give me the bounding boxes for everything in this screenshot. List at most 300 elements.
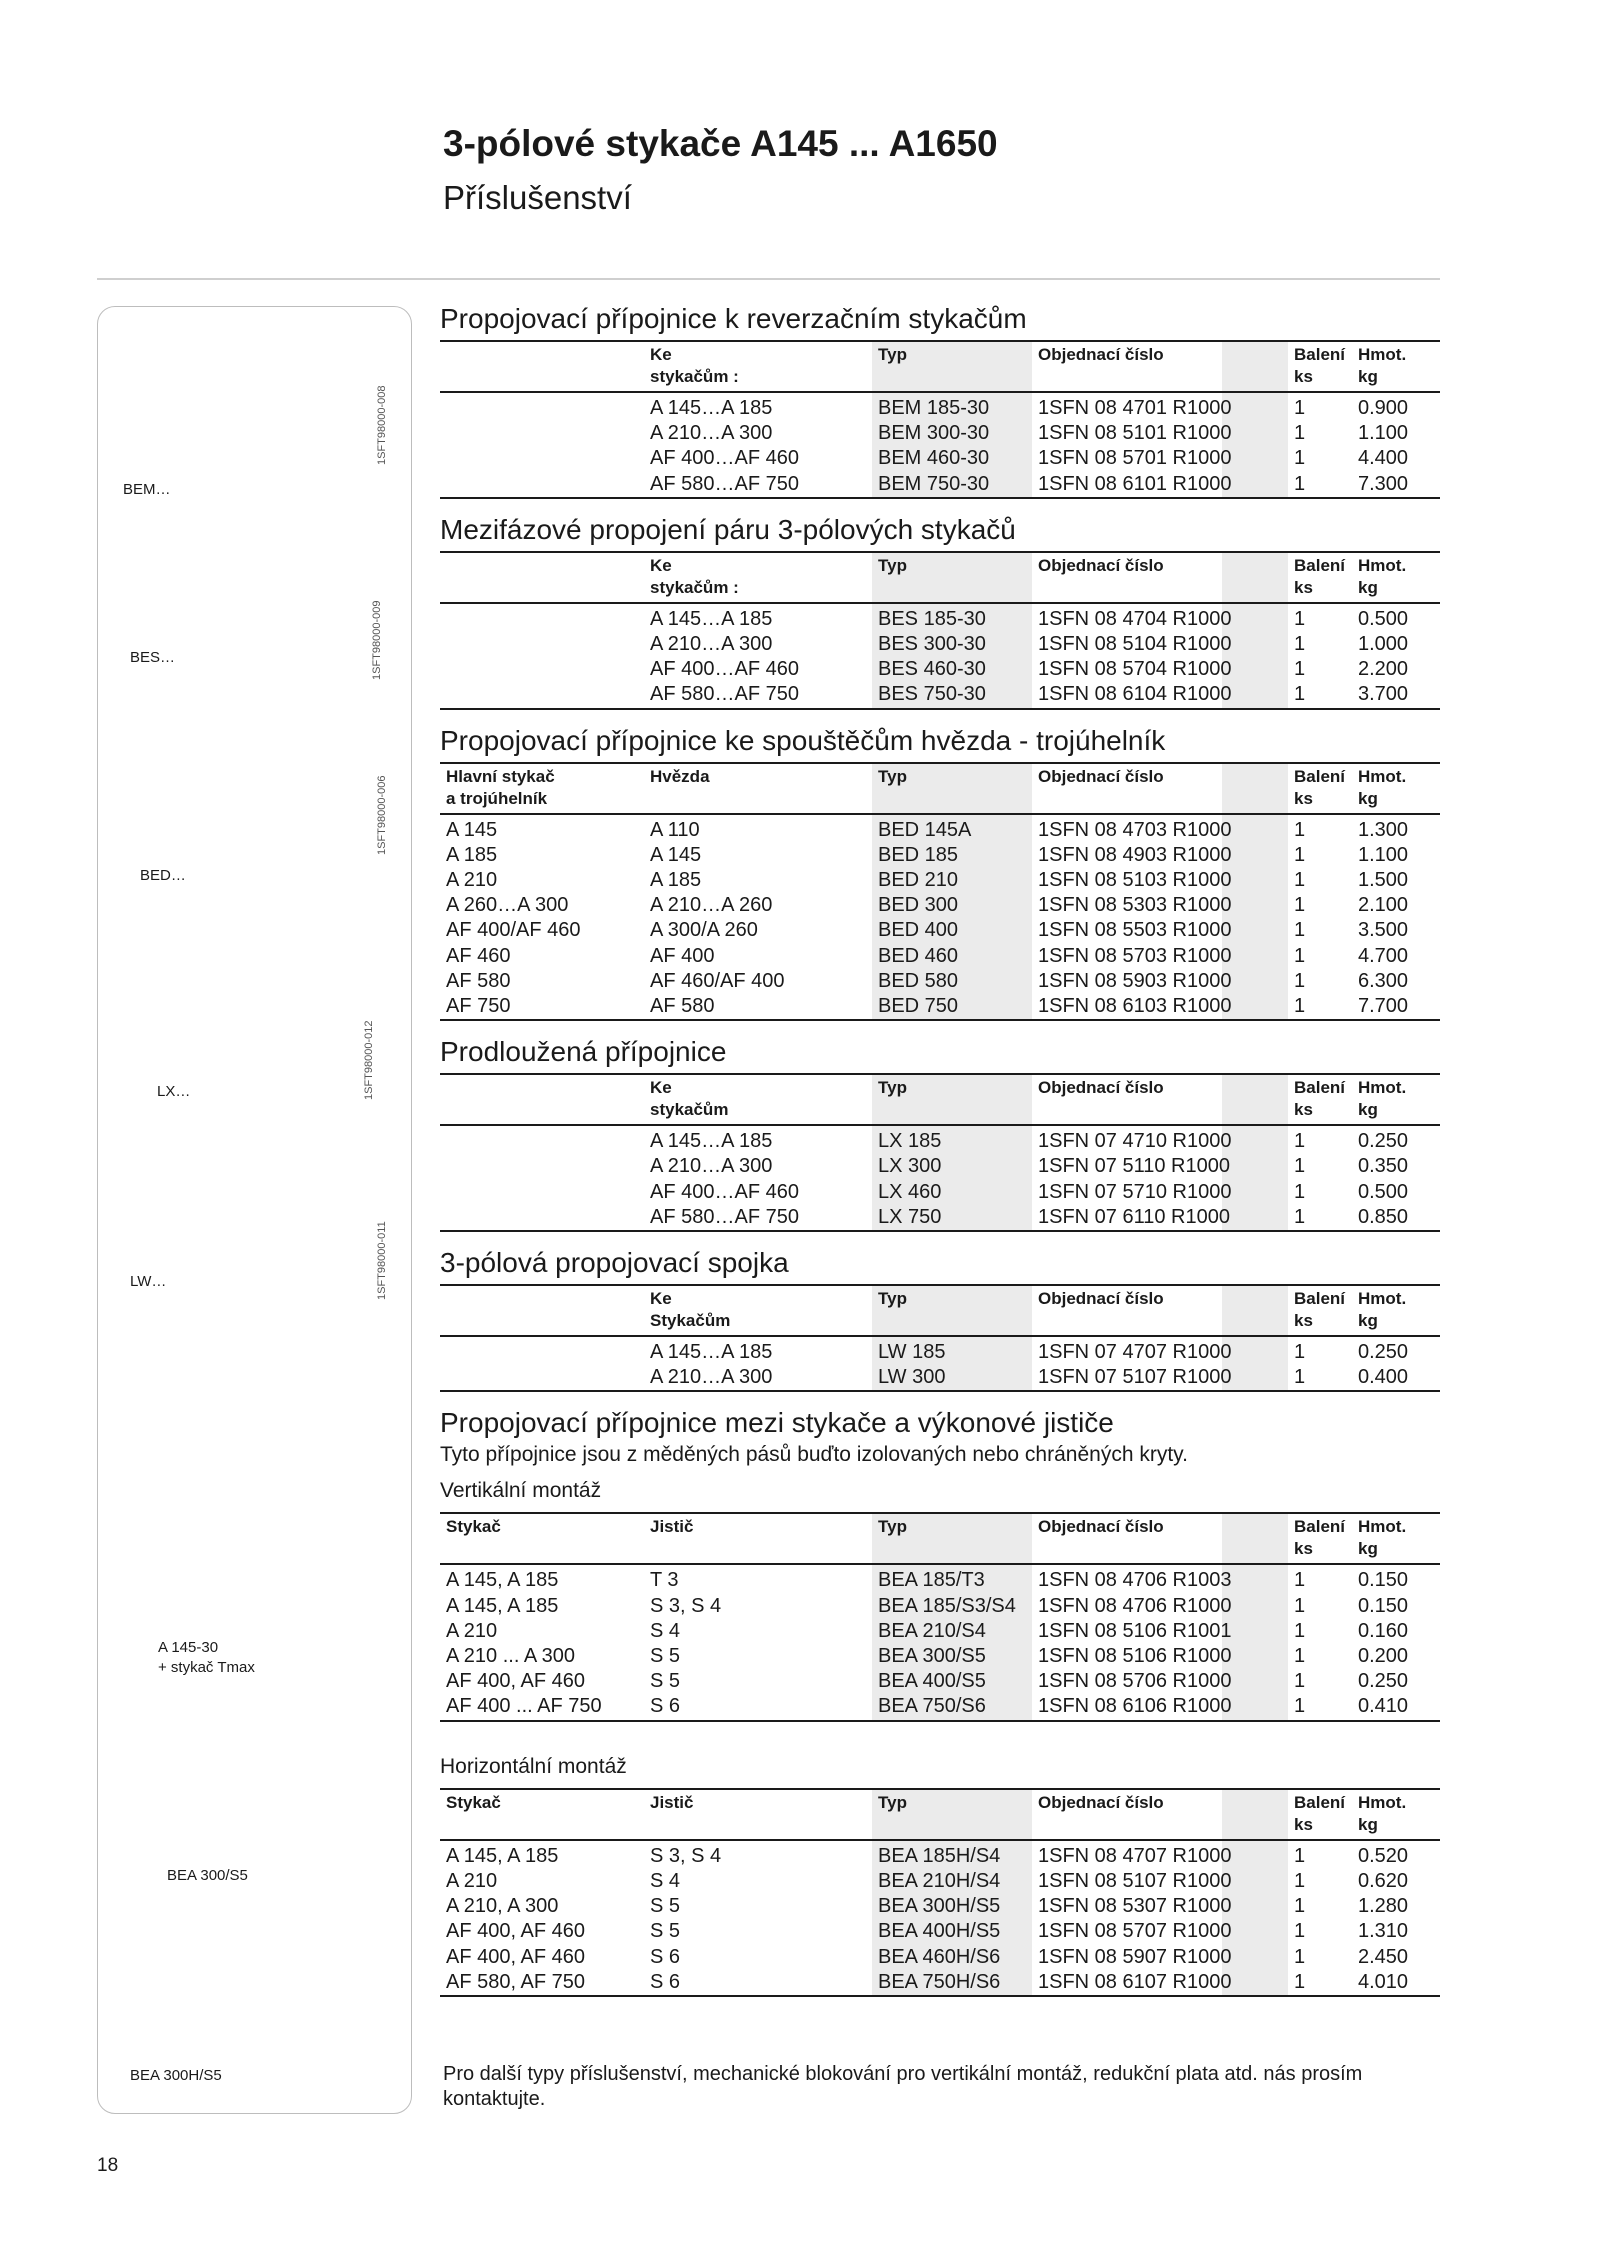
- table-row: [440, 1125, 1440, 1154]
- table-cell: 0.250: [1358, 1341, 1409, 1364]
- column-header: [1222, 341, 1288, 392]
- table-cell: BED 750: [872, 994, 1032, 1020]
- table-cell: [440, 1205, 644, 1231]
- table-cell: 1SFN 07 5710 R1000: [1038, 1180, 1232, 1203]
- table-cell: BEA 400/S5: [872, 1669, 1032, 1694]
- table-cell: LX 750: [872, 1205, 1032, 1231]
- table-cell: 1SFN 07 4710 R1000: [1038, 1130, 1232, 1153]
- table-cell: [1222, 1594, 1288, 1619]
- table-cell: [1222, 1619, 1288, 1644]
- table-cell: A 210, A 300: [446, 1895, 559, 1918]
- table-cell: 1: [1294, 1895, 1306, 1918]
- table-cell: 1SFN 08 4704 R1000: [1038, 607, 1232, 630]
- table-cell: BEM 185-30: [872, 392, 1032, 421]
- table-cell: 1: [1294, 1180, 1306, 1203]
- table-cell: 1.300: [1358, 818, 1409, 841]
- table-cell: AF 460: [446, 944, 511, 967]
- table-cell: 0.160: [1358, 1619, 1409, 1642]
- table-cell: 1: [1294, 969, 1306, 992]
- table-cell: 2.200: [1358, 658, 1409, 681]
- table-cell: 1: [1288, 1970, 1352, 1996]
- table-cell: 1SFN 08 6103 R1000: [1032, 994, 1222, 1020]
- table-cell: 1SFN 08 4703 R1000: [1038, 818, 1232, 841]
- column-header: Objednací číslo: [1032, 1074, 1222, 1125]
- table-cell: A 210…A 300: [650, 633, 773, 656]
- page-number: 18: [97, 2155, 119, 2176]
- table-header-row: [440, 1285, 1440, 1336]
- table-cell: 0.350: [1358, 1155, 1409, 1178]
- table-cell: A 210…A 300: [650, 1155, 773, 1178]
- table-row: [440, 472, 1440, 498]
- table-cell: 1: [1288, 994, 1352, 1020]
- section-gap: [440, 499, 1440, 509]
- section-subtitle: Horizontální montáž: [440, 1754, 627, 1778]
- table-row: [440, 421, 1440, 446]
- table-cell: AF 400: [650, 944, 715, 967]
- table-cell: 2.100: [1358, 894, 1409, 917]
- column-header: Objednací číslo: [1032, 552, 1222, 603]
- table-cell: [1222, 472, 1288, 498]
- table-row: [440, 1644, 1440, 1669]
- table-cell: 0.850: [1352, 1205, 1440, 1231]
- table-cell: 1SFN 08 5503 R1000: [1038, 919, 1232, 942]
- table-row: [440, 868, 1440, 893]
- table-cell: 7.300: [1352, 472, 1440, 498]
- column-header: [1222, 1789, 1288, 1840]
- table-cell: [440, 392, 644, 421]
- table-row: [440, 446, 1440, 471]
- table-cell: AF 580: [446, 969, 511, 992]
- table-cell: A 145…A 185: [650, 1130, 773, 1153]
- table-cell: A 210: [446, 1619, 498, 1642]
- table-cell: 1: [1294, 1569, 1306, 1592]
- table-cell: 3.700: [1352, 682, 1440, 708]
- table-row: [440, 1180, 1440, 1205]
- table-row: [440, 814, 1440, 843]
- table-cell: BEA 300H/S5: [872, 1894, 1032, 1919]
- table-cell: LW 185: [872, 1336, 1032, 1365]
- table-cell: 1: [1294, 422, 1306, 445]
- table-cell: 0.250: [1358, 1670, 1409, 1693]
- table-cell: BED 185: [872, 843, 1032, 868]
- column-header: Ke stykačům :: [644, 552, 872, 603]
- table-cell: LW 300: [872, 1365, 1032, 1391]
- table-cell: 1: [1294, 1869, 1306, 1892]
- table-cell: S 3, S 4: [650, 1594, 722, 1617]
- table-cell: [440, 446, 644, 471]
- column-header: Hmot. kg: [1352, 1513, 1440, 1564]
- column-header: Hvězda: [644, 763, 872, 814]
- table-cell: A 210: [446, 1869, 498, 1892]
- section-title: Propojovací přípojnice k reverzačním stykačům: [440, 303, 1027, 334]
- table-cell: BES 300-30: [872, 632, 1032, 657]
- table-cell: A 145, A 185: [446, 1569, 559, 1592]
- table-cell: 1: [1294, 869, 1306, 892]
- column-header: Hmot. kg: [1352, 1789, 1440, 1840]
- table-cell: 1SFN 08 5107 R1000: [1038, 1869, 1232, 1892]
- column-header: Jistič: [644, 1513, 872, 1564]
- table-cell: BEA 210H/S4: [872, 1869, 1032, 1894]
- table-cell: [440, 421, 644, 446]
- figure-code: 1SFT98000-012: [363, 1020, 375, 1100]
- section-gap: [440, 1722, 1440, 1744]
- table-cell: 1: [1288, 472, 1352, 498]
- table-cell: A 145: [446, 818, 498, 841]
- column-header: Hmot. kg: [1352, 1285, 1440, 1336]
- table-cell: 1SFN 07 4707 R1000: [1038, 1341, 1232, 1364]
- column-header: [440, 1285, 644, 1336]
- table-cell: 1SFN 08 6107 R1000: [1032, 1970, 1222, 1996]
- table-cell: S 5: [650, 1920, 681, 1943]
- table-cell: A 185: [446, 843, 498, 866]
- table-cell: BEM 750-30: [872, 472, 1032, 498]
- table-cell: 7.700: [1352, 994, 1440, 1020]
- column-header: Hmot. kg: [1352, 1074, 1440, 1125]
- table-row: [440, 843, 1440, 868]
- table-cell: [1222, 994, 1288, 1020]
- table-cell: 0.620: [1358, 1869, 1409, 1892]
- column-header: Objednací číslo: [1032, 341, 1222, 392]
- table-cell: [1222, 682, 1288, 708]
- table-cell: 1: [1294, 894, 1306, 917]
- table-cell: 0.150: [1358, 1569, 1409, 1592]
- table-cell: [1222, 1125, 1288, 1154]
- table-row: [440, 994, 1440, 1020]
- table-cell: 1.000: [1358, 633, 1409, 656]
- table-row: [440, 893, 1440, 918]
- table-row: [440, 1336, 1440, 1365]
- table-cell: BES 185-30: [872, 603, 1032, 632]
- column-header: Typ: [872, 1074, 1032, 1125]
- table-cell: BEA 300/S5: [872, 1644, 1032, 1669]
- table-row: [440, 1154, 1440, 1179]
- section-gap: [440, 1997, 1440, 2007]
- table-cell: [1222, 1644, 1288, 1669]
- table-cell: LX 300: [872, 1154, 1032, 1179]
- column-header: Typ: [872, 552, 1032, 603]
- column-header: Typ: [872, 763, 1032, 814]
- figure-code: 1SFT98000-008: [376, 385, 388, 465]
- table-cell: [1222, 893, 1288, 918]
- table-cell: 1: [1294, 1594, 1306, 1617]
- section-gap: [440, 1021, 1440, 1031]
- table-cell: 1SFN 08 6104 R1000: [1032, 682, 1222, 708]
- table-cell: AF 400…AF 460: [650, 658, 799, 681]
- table-cell: BEA 185H/S4: [872, 1840, 1032, 1869]
- sidebar-label: LX…: [157, 1083, 191, 1100]
- table-row: [440, 1564, 1440, 1593]
- table-cell: [1222, 1154, 1288, 1179]
- table-row: [440, 682, 1440, 708]
- column-header: Typ: [872, 1285, 1032, 1336]
- table-cell: 1SFN 08 5106 R1001: [1038, 1619, 1232, 1642]
- table-cell: [1222, 603, 1288, 632]
- table-cell: 0.900: [1358, 397, 1409, 419]
- table-row: [440, 603, 1440, 632]
- table-cell: 1SFN 08 5101 R1000: [1038, 422, 1232, 445]
- table-cell: [1222, 1694, 1288, 1720]
- table-cell: 0.400: [1352, 1365, 1440, 1391]
- table-cell: BED 400: [872, 918, 1032, 943]
- illustration-panel: [97, 306, 412, 2114]
- table-cell: S 6: [650, 1945, 681, 1968]
- table-cell: [1222, 969, 1288, 994]
- section-description: Tyto přípojnice jsou z měděných pásů buďto izolovaných nebo chráněných kryty.: [440, 1443, 1188, 1467]
- column-header: Ke Stykačům: [644, 1285, 872, 1336]
- table-cell: BED 210: [872, 868, 1032, 893]
- table-row: [440, 1205, 1440, 1231]
- page-title: 3-pólové stykače A145 ... A1650: [443, 123, 998, 164]
- column-header: Objednací číslo: [1032, 1285, 1222, 1336]
- section-title: Propojovací přípojnice mezi stykače a výkonové jističe: [440, 1407, 1114, 1439]
- table-cell: 1SFN 08 5707 R1000: [1038, 1920, 1232, 1943]
- footer-note: Pro další typy příslušenství, mechanické blokování pro vertikální montáž, redukční plata atd. nás prosím kontaktujte.: [443, 2063, 1363, 2110]
- table-cell: BED 145A: [872, 814, 1032, 843]
- table-cell: 1: [1294, 1619, 1306, 1642]
- table-cell: 1SFN 08 5704 R1000: [1038, 658, 1232, 681]
- column-header: Balení ks: [1288, 1513, 1352, 1564]
- table-cell: 4.400: [1358, 447, 1409, 470]
- table-cell: A 145: [650, 843, 702, 866]
- table-row: [440, 1869, 1440, 1894]
- table-cell: [440, 682, 644, 708]
- table-cell: [440, 1365, 644, 1391]
- table-cell: [1222, 446, 1288, 471]
- table-cell: 1: [1294, 1645, 1306, 1668]
- table-cell: BEA 750H/S6: [872, 1970, 1032, 1996]
- column-header: [440, 1074, 644, 1125]
- section-title: Prodloužená přípojnice: [440, 1036, 727, 1068]
- column-header: Hlavní stykač a trojúhelník: [440, 763, 644, 814]
- table-cell: BEA 750/S6: [872, 1694, 1032, 1720]
- table-cell: LX 460: [872, 1180, 1032, 1205]
- table-cell: [440, 603, 644, 632]
- table-cell: 1: [1294, 1945, 1306, 1968]
- table-cell: AF 400/AF 460: [446, 919, 581, 942]
- table-cell: 1SFN 08 4903 R1000: [1038, 843, 1232, 866]
- table-row: [440, 1594, 1440, 1619]
- table-cell: 1.500: [1358, 869, 1409, 892]
- table-cell: BEA 185/S3/S4: [872, 1594, 1032, 1619]
- table-cell: [1222, 868, 1288, 893]
- table-cell: 1SFN 07 5107 R1000: [1032, 1365, 1222, 1391]
- spec-table: [440, 340, 1440, 499]
- table-cell: 1SFN 08 5303 R1000: [1038, 894, 1232, 917]
- table-header-row: [440, 1789, 1440, 1840]
- column-header: Balení ks: [1288, 552, 1352, 603]
- column-header: Ke stykačům: [644, 1074, 872, 1125]
- table-cell: AF 400…AF 460: [650, 1180, 799, 1203]
- table-cell: 1: [1294, 1670, 1306, 1693]
- column-header: [1222, 763, 1288, 814]
- table-cell: A 210…A 300: [644, 1365, 872, 1391]
- table-row: [440, 1669, 1440, 1694]
- table-cell: [1222, 843, 1288, 868]
- sidebar-label: BEA 300H/S5: [130, 2067, 222, 2084]
- sidebar-label: BEA 300/S5: [167, 1867, 248, 1884]
- table-row: [440, 1694, 1440, 1720]
- table-cell: BES 750-30: [872, 682, 1032, 708]
- table-cell: 1: [1294, 919, 1306, 942]
- column-header: [1222, 1513, 1288, 1564]
- spec-table: [440, 1284, 1440, 1392]
- column-header: Stykač: [440, 1513, 644, 1564]
- table-cell: S 6: [644, 1694, 872, 1720]
- content-column: [440, 298, 1440, 2007]
- table-cell: [1222, 814, 1288, 843]
- column-header: Balení ks: [1288, 341, 1352, 392]
- column-header: Hmot. kg: [1352, 341, 1440, 392]
- table-row: [440, 1919, 1440, 1944]
- table-cell: 0.250: [1358, 1130, 1409, 1153]
- table-cell: S 4: [650, 1869, 681, 1892]
- table-cell: 3.500: [1358, 919, 1409, 942]
- table-cell: 1: [1288, 682, 1352, 708]
- table-header-row: [440, 341, 1440, 392]
- table-cell: S 5: [650, 1895, 681, 1918]
- sidebar-label: LW…: [130, 1273, 167, 1290]
- table-row: [440, 969, 1440, 994]
- table-cell: A 300/A 260: [650, 919, 758, 942]
- table-row: [440, 918, 1440, 943]
- table-header-row: [440, 552, 1440, 603]
- table-cell: AF 400, AF 460: [446, 1670, 585, 1693]
- table-cell: [1222, 1919, 1288, 1944]
- column-header: Balení ks: [1288, 1074, 1352, 1125]
- table-cell: AF 400, AF 460: [446, 1945, 585, 1968]
- table-cell: [1222, 1840, 1288, 1869]
- column-header: Ke stykačům :: [644, 341, 872, 392]
- table-cell: 1: [1294, 633, 1306, 656]
- section-gap: [440, 710, 1440, 720]
- table-cell: 1SFN 07 5110 R1000: [1038, 1155, 1230, 1178]
- table-cell: [440, 1154, 644, 1179]
- table-row: [440, 1945, 1440, 1970]
- table-cell: A 210: [446, 869, 498, 892]
- table-cell: AF 580…AF 750: [644, 1205, 872, 1231]
- table-cell: A 210 ... A 300: [446, 1645, 576, 1668]
- table-cell: LX 185: [872, 1125, 1032, 1154]
- table-cell: AF 580…AF 750: [644, 472, 872, 498]
- table-cell: 1: [1294, 658, 1306, 681]
- table-cell: BEA 400H/S5: [872, 1919, 1032, 1944]
- column-header: Balení ks: [1288, 1285, 1352, 1336]
- table-cell: 1: [1294, 1920, 1306, 1943]
- table-cell: 0.410: [1352, 1694, 1440, 1720]
- column-header: Jistič: [644, 1789, 872, 1840]
- column-header: [1222, 552, 1288, 603]
- table-cell: A 210…A 300: [650, 422, 773, 445]
- table-cell: S 5: [650, 1645, 681, 1668]
- table-row: [440, 1365, 1440, 1391]
- table-cell: AF 580, AF 750: [440, 1970, 644, 1996]
- table-cell: 1SFN 08 5907 R1000: [1038, 1945, 1232, 1968]
- table-cell: A 145, A 185: [446, 1844, 559, 1867]
- table-cell: 1: [1294, 397, 1306, 419]
- table-cell: 1SFN 08 5701 R1000: [1038, 447, 1232, 470]
- table-cell: 1SFN 08 5903 R1000: [1038, 969, 1232, 992]
- table-cell: [440, 632, 644, 657]
- table-cell: [1222, 1180, 1288, 1205]
- table-cell: 1SFN 07 6110 R1000: [1032, 1205, 1222, 1231]
- table-header-row: [440, 1074, 1440, 1125]
- table-cell: 1SFN 08 5106 R1000: [1038, 1645, 1232, 1668]
- table-cell: BEA 210/S4: [872, 1619, 1032, 1644]
- column-header: Hmot. kg: [1352, 552, 1440, 603]
- table-cell: 4.010: [1352, 1970, 1440, 1996]
- spec-table: [440, 551, 1440, 710]
- column-header: Objednací číslo: [1032, 1513, 1222, 1564]
- table-cell: BES 460-30: [872, 657, 1032, 682]
- table-row: [440, 1970, 1440, 1996]
- table-cell: 1SFN 08 6106 R1000: [1032, 1694, 1222, 1720]
- table-cell: 1SFN 08 5307 R1000: [1038, 1895, 1232, 1918]
- table-row: [440, 1619, 1440, 1644]
- column-header: Objednací číslo: [1032, 763, 1222, 814]
- table-cell: BEA 460H/S6: [872, 1945, 1032, 1970]
- column-header: [440, 552, 644, 603]
- table-cell: 1SFN 08 4707 R1000: [1038, 1844, 1232, 1867]
- figure-code: 1SFT98000-009: [371, 600, 383, 680]
- table-row: [440, 1894, 1440, 1919]
- table-cell: [1222, 657, 1288, 682]
- table-cell: T 3: [650, 1569, 679, 1592]
- table-cell: [1222, 392, 1288, 421]
- table-cell: 1.310: [1358, 1920, 1409, 1943]
- table-cell: 1SFN 08 4701 R1000: [1038, 397, 1232, 419]
- table-row: [440, 632, 1440, 657]
- table-cell: [440, 1180, 644, 1205]
- column-header: Stykač: [440, 1789, 644, 1840]
- table-cell: [440, 472, 644, 498]
- table-cell: AF 580…AF 750: [644, 682, 872, 708]
- column-header: [1222, 1074, 1288, 1125]
- table-cell: 0.200: [1358, 1645, 1409, 1668]
- section-title: Propojovací přípojnice ke spouštěčům hvězda - trojúhelník: [440, 724, 1166, 756]
- table-cell: [1222, 1365, 1288, 1391]
- table-cell: BED 580: [872, 969, 1032, 994]
- column-header: Balení ks: [1288, 1789, 1352, 1840]
- table-header-row: [440, 763, 1440, 814]
- table-cell: [1222, 1970, 1288, 1996]
- table-cell: [1222, 944, 1288, 969]
- table-row: [440, 392, 1440, 421]
- table-cell: 1: [1294, 1130, 1306, 1153]
- table-cell: A 185: [650, 869, 702, 892]
- table-cell: 0.520: [1358, 1844, 1409, 1867]
- table-cell: 1: [1294, 1341, 1306, 1364]
- table-cell: [1222, 918, 1288, 943]
- column-header: Hmot. kg: [1352, 763, 1440, 814]
- column-header: Typ: [872, 1513, 1032, 1564]
- table-cell: 1: [1294, 1155, 1306, 1178]
- section-title: Mezifázové propojení páru 3-pólových stykačů: [440, 513, 1016, 545]
- table-cell: 1SFN 08 6101 R1000: [1032, 472, 1222, 498]
- section-subtitle: Vertikální montáž: [440, 1479, 602, 1503]
- table-cell: BED 300: [872, 893, 1032, 918]
- sidebar-label: A 145-30 + stykač Tmax: [158, 1639, 255, 1676]
- page-subtitle: Příslušenství: [443, 179, 632, 216]
- table-cell: 1SFN 08 5103 R1000: [1038, 869, 1232, 892]
- column-header: Typ: [872, 341, 1032, 392]
- section-gap: [440, 1232, 1440, 1242]
- table-cell: 2.450: [1358, 1945, 1409, 1968]
- figure-code: 1SFT98000-011: [376, 1221, 388, 1300]
- spec-table: [440, 1512, 1440, 1721]
- table-cell: A 210…A 260: [650, 894, 773, 917]
- figure-code: 1SFT98000-006: [376, 775, 388, 855]
- table-cell: 4.700: [1358, 944, 1409, 967]
